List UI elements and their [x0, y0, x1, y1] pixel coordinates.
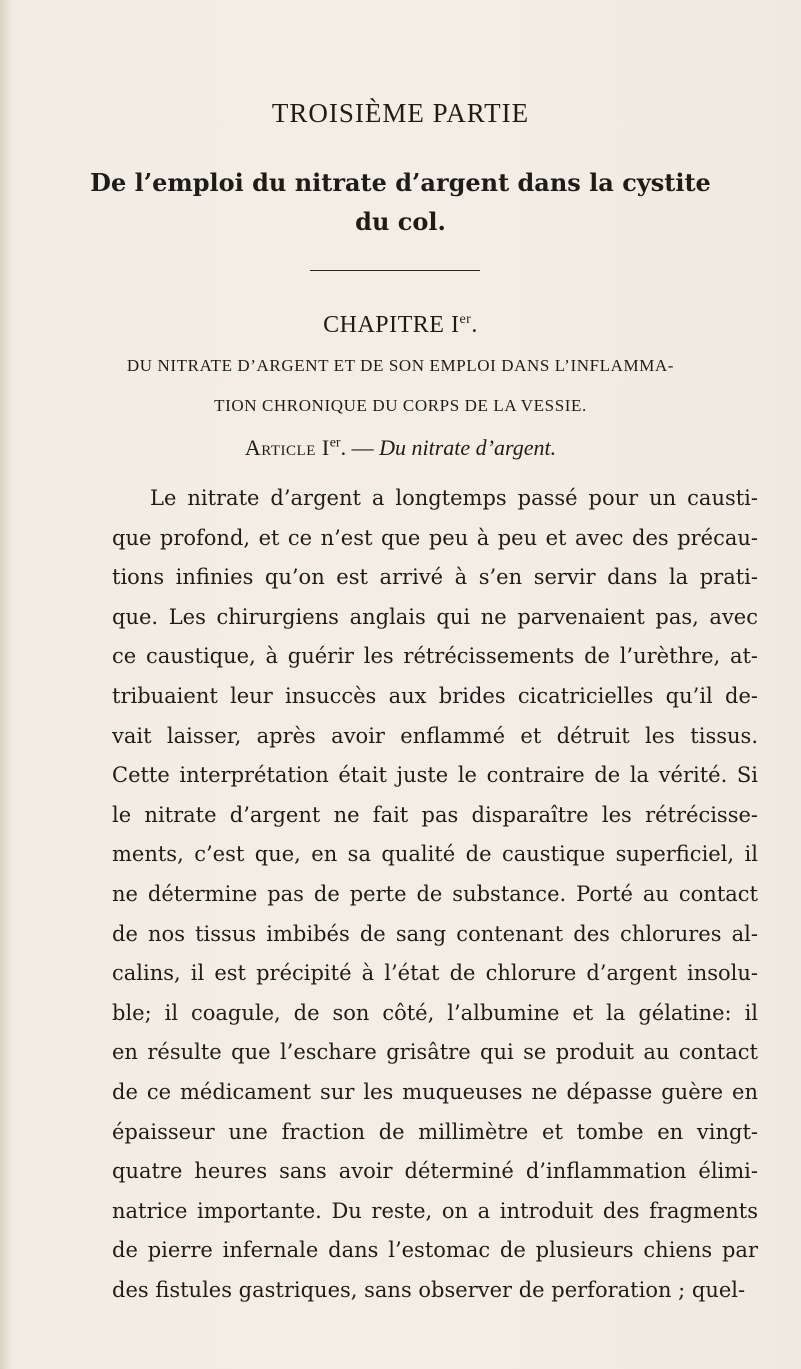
body-line: ments, c’est que, en sa qualité de caustique superficiel, il [112, 842, 758, 866]
body-line: calins, il est précipité à l’état de chlorure d’argent insolu- [112, 961, 758, 985]
body-line: Cette interprétation était juste le contraire de la vérité. Si [112, 763, 758, 787]
body-line: des fistules gastriques, sans observer de perforation ; quel- [112, 1278, 746, 1302]
body-line: natrice importante. Du reste, on a introduit des fragments [112, 1199, 758, 1223]
chapter-heading [0, 312, 801, 339]
section-title-line-2: du col. [355, 207, 446, 236]
chapter-subtitle-line-1: DU NITRATE D’ARGENT ET DE SON EMPLOI DANS L’INFLAMMA- [126, 356, 675, 375]
body-line: ble; il coagule, de son côté, l’albumine et la gélatine: il [112, 1001, 758, 1025]
body-line: tribuaient leur insuccès aux brides cicatricielles qu’il de- [112, 684, 758, 708]
section-title-line-1: De l’emploi du nitrate d’argent dans la cystite [90, 168, 711, 197]
body-line: ce caustique, à guérir les rétrécissements de l’urèthre, at- [112, 644, 758, 668]
body-line: tions infinies qu’on est arrivé à s’en servir dans la prati- [112, 565, 758, 589]
chapter-suffix: . [471, 312, 478, 338]
article-heading [0, 435, 801, 461]
part-title: TROISIÈME PARTIE [271, 98, 530, 128]
body-line: en résulte que l’eschare grisâtre qui se produit au contact [112, 1040, 758, 1064]
article-title: Du nitrate d’argent. [379, 435, 557, 460]
body-line: vait laisser, après avoir enflammé et détruit les tissus. [112, 724, 758, 748]
divider-rule [310, 270, 480, 271]
body-line: le nitrate d’argent ne fait pas disparaître les rétrécisse- [112, 803, 758, 827]
article-separator: . — [340, 435, 380, 460]
body-line: quatre heures sans avoir déterminé d’inflammation élimi- [112, 1159, 758, 1183]
body-line: que profond, et ce n’est que peu à peu et avec des précau- [112, 526, 758, 550]
page-gutter-shadow [0, 0, 10, 1369]
body-line: que. Les chirurgiens anglais qui ne parvenaient pas, avec [112, 605, 758, 629]
body-line: Le nitrate d’argent a longtemps passé pour un causti- [150, 486, 758, 510]
body-line: de pierre infernale dans l’estomac de plusieurs chiens par [112, 1238, 758, 1262]
chapter-subtitle-line-2: TION CHRONIQUE DU CORPS DE LA VESSIE. [214, 396, 587, 415]
chapter-label: CHAPITRE I [323, 312, 460, 338]
body-line: épaisseur une fraction de millimètre et tombe en vingt- [112, 1120, 758, 1144]
article-label: Article I [244, 435, 330, 460]
body-line: de nos tissus imbibés de sang contenant des chlorures al- [112, 922, 758, 946]
article-superscript: er [329, 435, 341, 451]
body-line: de ce médicament sur les muqueuses ne dépasse guère en [112, 1080, 758, 1104]
body-line: ne détermine pas de perte de substance. Porté au contact [112, 882, 758, 906]
chapter-superscript: er [459, 312, 472, 327]
